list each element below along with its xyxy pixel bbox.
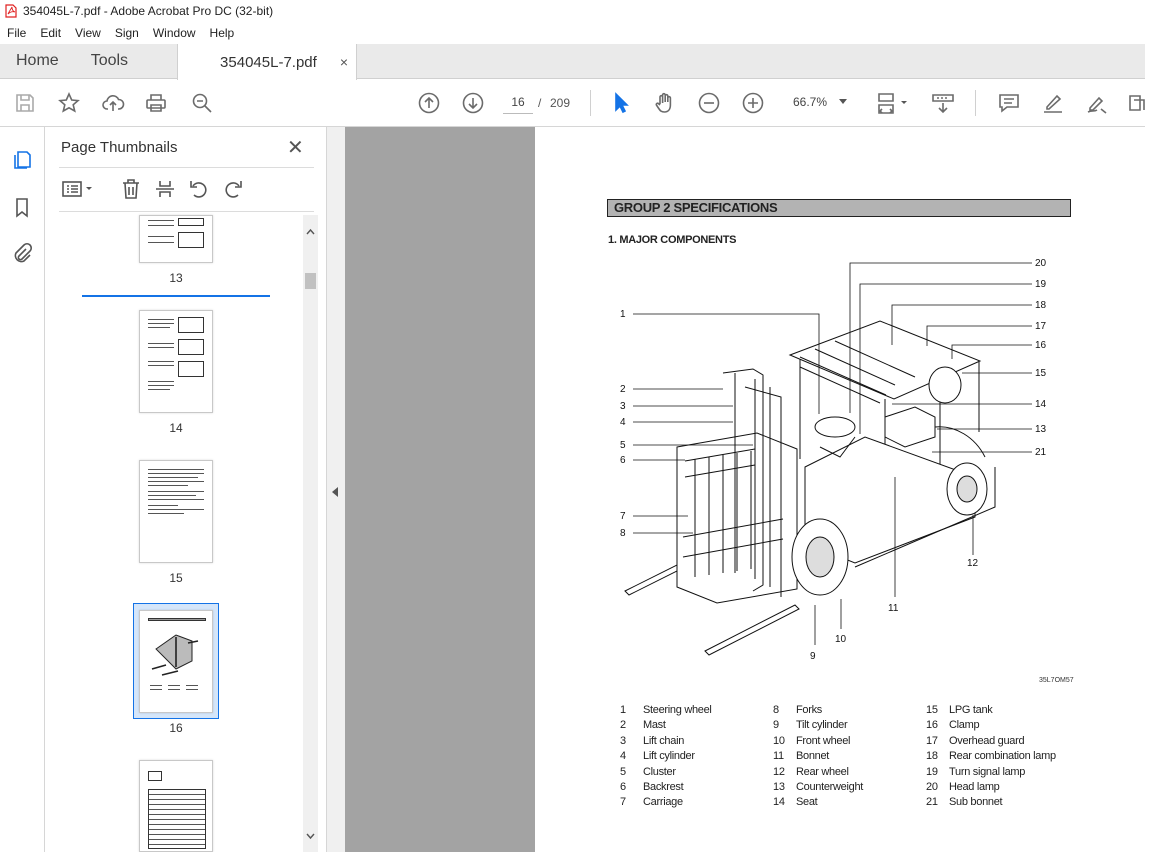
bookmark-star-icon[interactable] <box>57 91 81 115</box>
legend-row: 9 Tilt cylinder <box>773 719 848 732</box>
zoom-out-icon[interactable] <box>697 91 721 115</box>
pdf-page <box>535 127 1145 852</box>
page-thumbnail-16[interactable] <box>139 610 213 713</box>
callout-17: 17 <box>1035 321 1047 332</box>
highlight-pen-icon[interactable] <box>1041 91 1065 115</box>
menu-sign[interactable]: Sign <box>114 26 139 40</box>
toolbar-divider <box>975 90 976 116</box>
scrollbar-thumb[interactable] <box>305 273 316 289</box>
legend-row: 6 Backrest <box>620 780 684 793</box>
legend-row: 2 Mast <box>620 719 666 732</box>
sign-pen-icon[interactable] <box>1085 91 1109 115</box>
legend-row: 12 Rear wheel <box>773 765 849 778</box>
legend-row: 4 Lift cylinder <box>620 750 695 763</box>
print-icon[interactable] <box>144 91 168 115</box>
thumbnails-scrollbar[interactable] <box>303 215 318 852</box>
hand-tool-icon[interactable] <box>653 91 677 115</box>
toolbar <box>0 80 1145 127</box>
attachments-icon[interactable] <box>10 241 34 265</box>
callout-15: 15 <box>1035 368 1047 379</box>
callout-11: 11 <box>888 603 899 614</box>
callout-1: 1 <box>620 309 626 320</box>
legend-row: 21 Sub bonnet <box>926 796 1003 809</box>
insertion-marker <box>82 295 270 297</box>
page-thumbnail-15[interactable] <box>139 460 213 563</box>
legend-row: 16 Clamp <box>926 719 980 732</box>
window-title: 354045L-7.pdf - Adobe Acrobat Pro DC (32-bit) <box>23 4 274 18</box>
page-thumbnails-icon[interactable] <box>10 147 34 171</box>
acrobat-pdf-icon <box>5 4 17 18</box>
forklift-diagram <box>595 258 1075 687</box>
rotate-counterclockwise-icon[interactable] <box>187 177 211 201</box>
tab-home[interactable]: Home <box>16 52 59 69</box>
legend-row: 10 Front wheel <box>773 734 851 747</box>
menu-help[interactable]: Help <box>209 26 235 40</box>
panel-title: Page Thumbnails <box>61 139 178 156</box>
callout-8: 8 <box>620 528 626 539</box>
legend-row: 5 Cluster <box>620 765 676 778</box>
callout-5: 5 <box>620 440 626 451</box>
thumbnail-label: 15 <box>169 571 183 585</box>
upload-cloud-icon[interactable] <box>101 91 125 115</box>
callout-20: 20 <box>1035 258 1047 269</box>
callout-12: 12 <box>967 558 979 569</box>
page-number-input[interactable] <box>503 90 533 114</box>
callout-3: 3 <box>620 401 626 412</box>
callout-2: 2 <box>620 384 626 395</box>
callout-16: 16 <box>1035 340 1047 351</box>
tab-document[interactable] <box>177 44 357 80</box>
legend-row: 11 Bonnet <box>773 750 830 763</box>
delete-page-icon[interactable] <box>119 177 143 201</box>
more-tools-icon[interactable] <box>1125 91 1149 115</box>
chevron-down-icon <box>839 99 847 105</box>
menu-window[interactable]: Window <box>152 26 196 40</box>
menu-view[interactable]: View <box>75 26 101 40</box>
legend-row: 8 Forks <box>773 704 823 716</box>
callout-6: 6 <box>620 455 626 466</box>
thumbnail-label: 13 <box>169 271 183 285</box>
figure-code: 35L7OM57 <box>1039 677 1074 684</box>
thumbnail-label: 14 <box>169 421 183 435</box>
zoom-dropdown[interactable] <box>784 89 856 115</box>
panel-divider <box>59 211 314 212</box>
legend-row: 17 Overhead guard <box>926 734 1025 747</box>
collapse-arrow-icon <box>332 487 338 497</box>
legend-column <box>916 703 1076 811</box>
page-thumbnail-14[interactable] <box>139 310 213 413</box>
save-icon[interactable] <box>13 91 37 115</box>
tab-document-label: 354045L-7.pdf <box>220 53 317 71</box>
menu-file[interactable]: File <box>7 26 27 40</box>
zoom-search-icon[interactable] <box>190 91 214 115</box>
legend-row: 13 Counterweight <box>773 780 864 793</box>
select-cursor-icon[interactable] <box>609 91 633 115</box>
scroll-down-icon[interactable] <box>303 831 318 841</box>
section-title: 1. MAJOR COMPONENTS <box>608 234 737 246</box>
legend-row: 15 LPG tank <box>926 704 993 716</box>
menu-bar <box>0 22 1145 44</box>
legend-row: 20 Head lamp <box>926 780 1000 793</box>
legend-row: 1 Steering wheel <box>620 704 712 716</box>
callout-9: 9 <box>810 651 816 662</box>
document-viewport[interactable] <box>345 127 1145 852</box>
legend-column <box>763 703 923 811</box>
bookmarks-icon[interactable] <box>10 195 34 219</box>
tab-close-icon[interactable]: × <box>339 54 349 70</box>
page-thumbnail-13[interactable] <box>139 215 213 263</box>
zoom-in-icon[interactable] <box>741 91 765 115</box>
title-bar <box>0 0 1145 22</box>
total-pages: 209 <box>550 96 571 110</box>
extract-pages-icon[interactable] <box>153 177 177 201</box>
page-display-icon[interactable] <box>876 91 910 115</box>
callout-21: 21 <box>1035 447 1047 458</box>
tab-tools[interactable]: Tools <box>90 52 129 69</box>
next-page-icon[interactable] <box>461 91 485 115</box>
toolbar-divider <box>590 90 591 116</box>
panel-close-icon[interactable]: ✕ <box>287 137 304 159</box>
legend-column <box>610 703 770 811</box>
callout-10: 10 <box>835 634 847 645</box>
tab-bar <box>0 44 1145 79</box>
menu-edit[interactable]: Edit <box>40 26 62 40</box>
scroll-up-icon[interactable] <box>303 227 318 237</box>
legend-row: 14 Seat <box>773 796 818 809</box>
thumbnail-options-icon[interactable] <box>61 177 95 201</box>
previous-page-icon[interactable] <box>417 91 441 115</box>
left-navigation-rail <box>0 127 45 852</box>
scroll-mode-icon[interactable] <box>931 91 955 115</box>
page-thumbnail-17[interactable] <box>139 760 213 852</box>
callout-19: 19 <box>1035 279 1047 290</box>
zoom-value: 66.7% <box>793 95 828 109</box>
legend-row: 3 Lift chain <box>620 734 685 747</box>
callout-14: 14 <box>1035 399 1047 410</box>
panel-divider <box>59 167 314 168</box>
thumbnail-label: 16 <box>169 721 183 735</box>
callout-7: 7 <box>620 511 626 522</box>
callout-13: 13 <box>1035 424 1047 435</box>
page-separator: / <box>538 96 542 110</box>
rotate-clockwise-icon[interactable] <box>221 177 245 201</box>
comment-icon[interactable] <box>997 91 1021 115</box>
page-thumbnails-panel <box>45 127 327 852</box>
group-title: GROUP 2 SPECIFICATIONS <box>607 199 1071 217</box>
collapse-panel-button[interactable] <box>327 127 345 852</box>
legend-row: 7 Carriage <box>620 796 683 809</box>
legend-row: 18 Rear combination lamp <box>926 750 1056 763</box>
callout-4: 4 <box>620 417 626 428</box>
legend-row: 19 Turn signal lamp <box>926 765 1026 778</box>
callout-18: 18 <box>1035 300 1047 311</box>
